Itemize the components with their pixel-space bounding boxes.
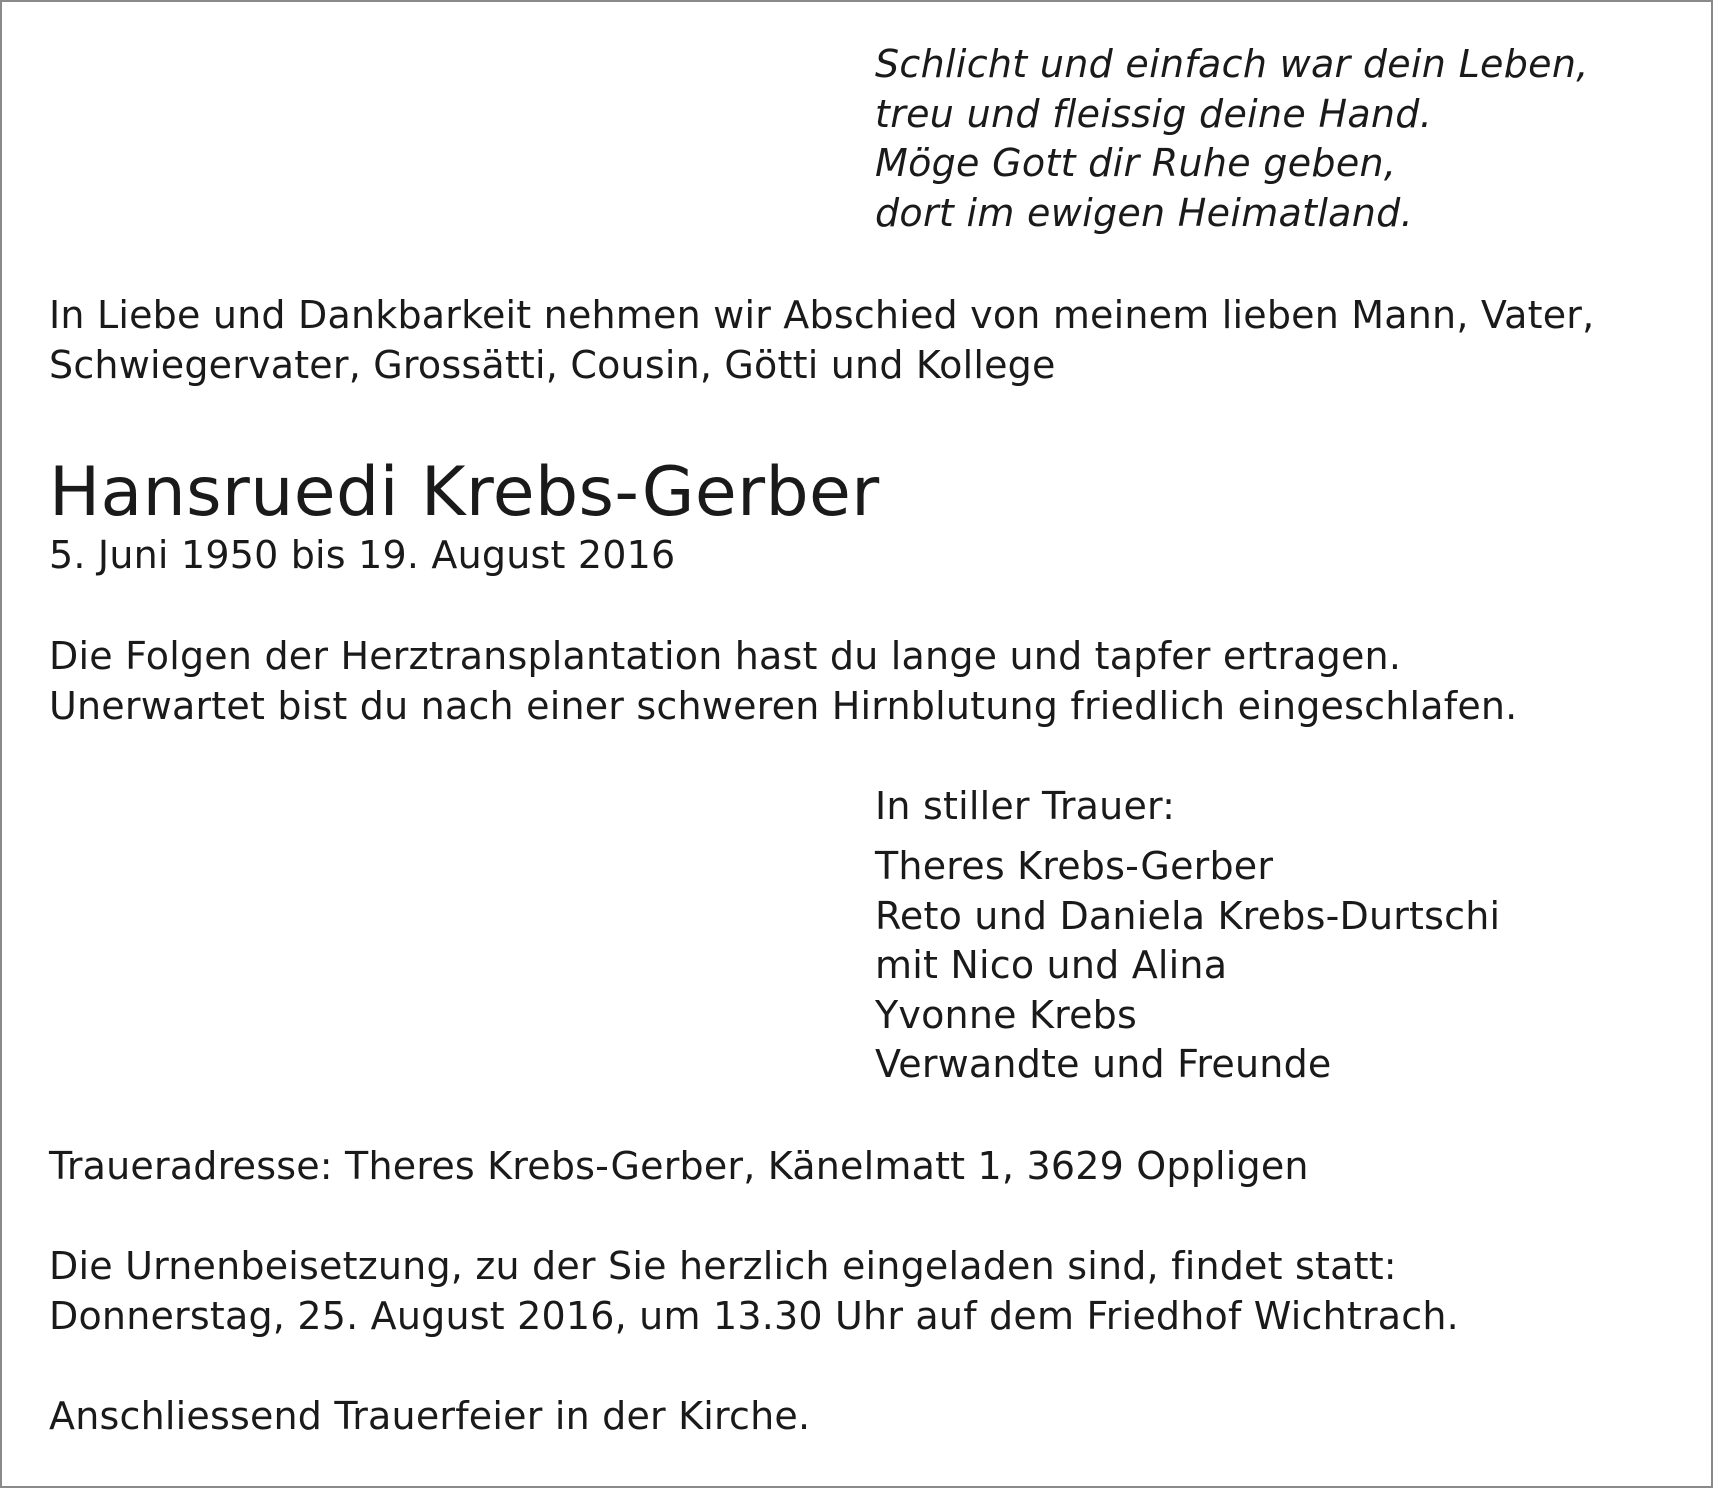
burial-line: Donnerstag, 25. August 2016, um 13.30 Uhr auf dem Friedhof Wichtrach. <box>49 1293 1459 1338</box>
mourner-name: Reto und Daniela Krebs-Durtschi <box>875 893 1501 938</box>
cause-line: Unerwartet bist du nach einer schweren Hirnblutung friedlich eingeschlafen. <box>49 683 1518 728</box>
mourner-name: mit Nico und Alina <box>875 943 1228 987</box>
burial-info <box>49 1242 1459 1341</box>
poem-line: Möge Gott dir Ruhe geben, <box>875 141 1397 185</box>
mourner-name: Theres Krebs-Gerber <box>875 844 1274 888</box>
mourner-name: Yvonne Krebs <box>875 992 1137 1037</box>
poem-line: dort im ewigen Heimatland. <box>875 190 1413 235</box>
mourning-heading: In stiller Trauer: <box>875 784 1176 828</box>
cause-text <box>49 632 1517 731</box>
deceased-name: Hansruedi Krebs-Gerber <box>49 453 880 532</box>
life-dates: 5. Juni 1950 bis 19. August 2016 <box>49 533 676 577</box>
ceremony-note: Anschliessend Trauerfeier in der Kirche. <box>49 1394 811 1438</box>
intro-line: Schwiegervater, Grossätti, Cousin, Götti und Kollege <box>49 342 1056 387</box>
intro-text <box>49 291 1594 390</box>
burial-line: Die Urnenbeisetzung, zu der Sie herzlich eingeladen sind, findet statt: <box>49 1244 1397 1288</box>
poem <box>875 40 1589 238</box>
poem-line: treu und fleissig deine Hand. <box>875 91 1433 136</box>
mourning-address: Traueradresse: Theres Krebs-Gerber, Känelmatt 1, 3629 Oppligen <box>49 1144 1309 1188</box>
intro-line: In Liebe und Dankbarkeit nehmen wir Abschied von meinem lieben Mann, Vater, <box>49 293 1595 337</box>
mourner-name: Verwandte und Freunde <box>875 1042 1332 1086</box>
cause-line: Die Folgen der Herztransplantation hast du lange und tapfer ertragen. <box>49 634 1402 678</box>
poem-line: Schlicht und einfach war dein Leben, <box>875 42 1589 86</box>
mourners-list <box>875 842 1500 1090</box>
